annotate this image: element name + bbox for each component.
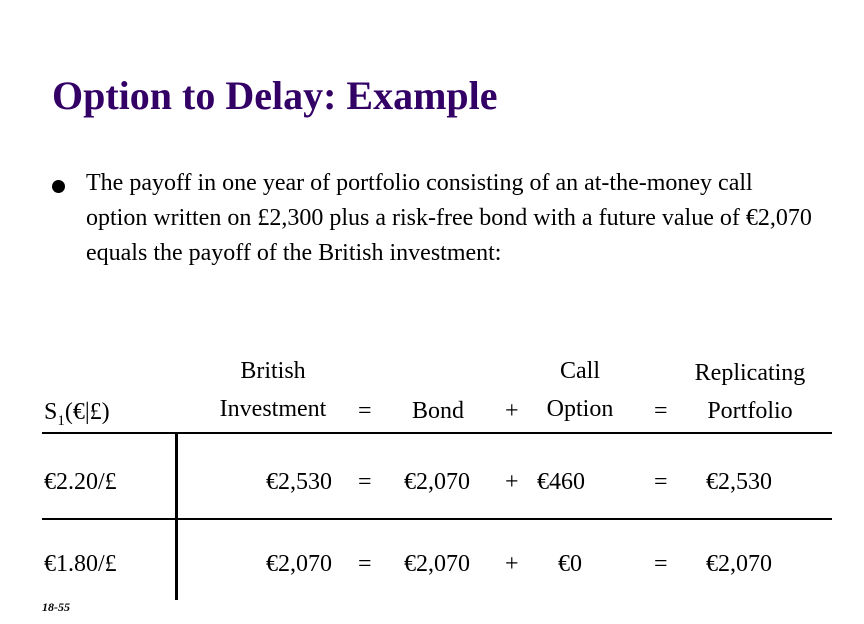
row2-portfolio: €2,070 <box>706 551 772 577</box>
header-equals-1: = <box>358 398 372 424</box>
row-rule <box>42 518 832 520</box>
rate-column-divider <box>175 432 178 600</box>
row2-equals-1: = <box>358 551 372 577</box>
row2-rate: €1.80/£ <box>44 551 117 577</box>
row1-call: €460 <box>537 469 585 495</box>
header-replicating-line1: Replicating <box>694 360 806 386</box>
header-rule <box>42 432 832 434</box>
page-number: 18-55 <box>42 600 70 614</box>
row2-equals-2: = <box>654 551 668 577</box>
header-s1 <box>44 397 110 436</box>
row2-call: €0 <box>558 551 582 577</box>
row1-british: €2,530 <box>266 469 332 495</box>
row1-rate: €2.20/£ <box>44 469 117 495</box>
bullet-dot <box>52 180 65 193</box>
row2-bond: €2,070 <box>404 551 470 577</box>
slide-title: Option to Delay: Example <box>52 73 498 118</box>
header-british-line2: Investment <box>219 396 327 422</box>
header-call-line2: Option <box>546 396 614 422</box>
header-s1-main: S <box>44 399 58 425</box>
header-british-line1: British <box>240 358 306 384</box>
row1-equals-1: = <box>358 469 372 495</box>
bullet-text: The payoff in one year of portfolio consisting of an at-the-money call option written on £2,300 plus a risk-free bond with a future value of €2,070 equals the payoff of the British investment: <box>86 170 812 266</box>
row2-british: €2,070 <box>266 551 332 577</box>
header-s1-subscript: 1 <box>57 412 65 429</box>
header-s1-units: (€|£) <box>64 399 110 425</box>
row1-portfolio: €2,530 <box>706 469 772 495</box>
row2-plus: + <box>505 551 519 577</box>
header-plus: + <box>505 398 519 424</box>
header-equals-2: = <box>654 398 668 424</box>
row1-equals-2: = <box>654 469 668 495</box>
header-bond: Bond <box>412 398 465 424</box>
header-call-line1: Call <box>560 358 600 384</box>
header-replicating-line2: Portfolio <box>707 398 793 424</box>
row1-bond: €2,070 <box>404 469 470 495</box>
row1-plus: + <box>505 469 519 495</box>
